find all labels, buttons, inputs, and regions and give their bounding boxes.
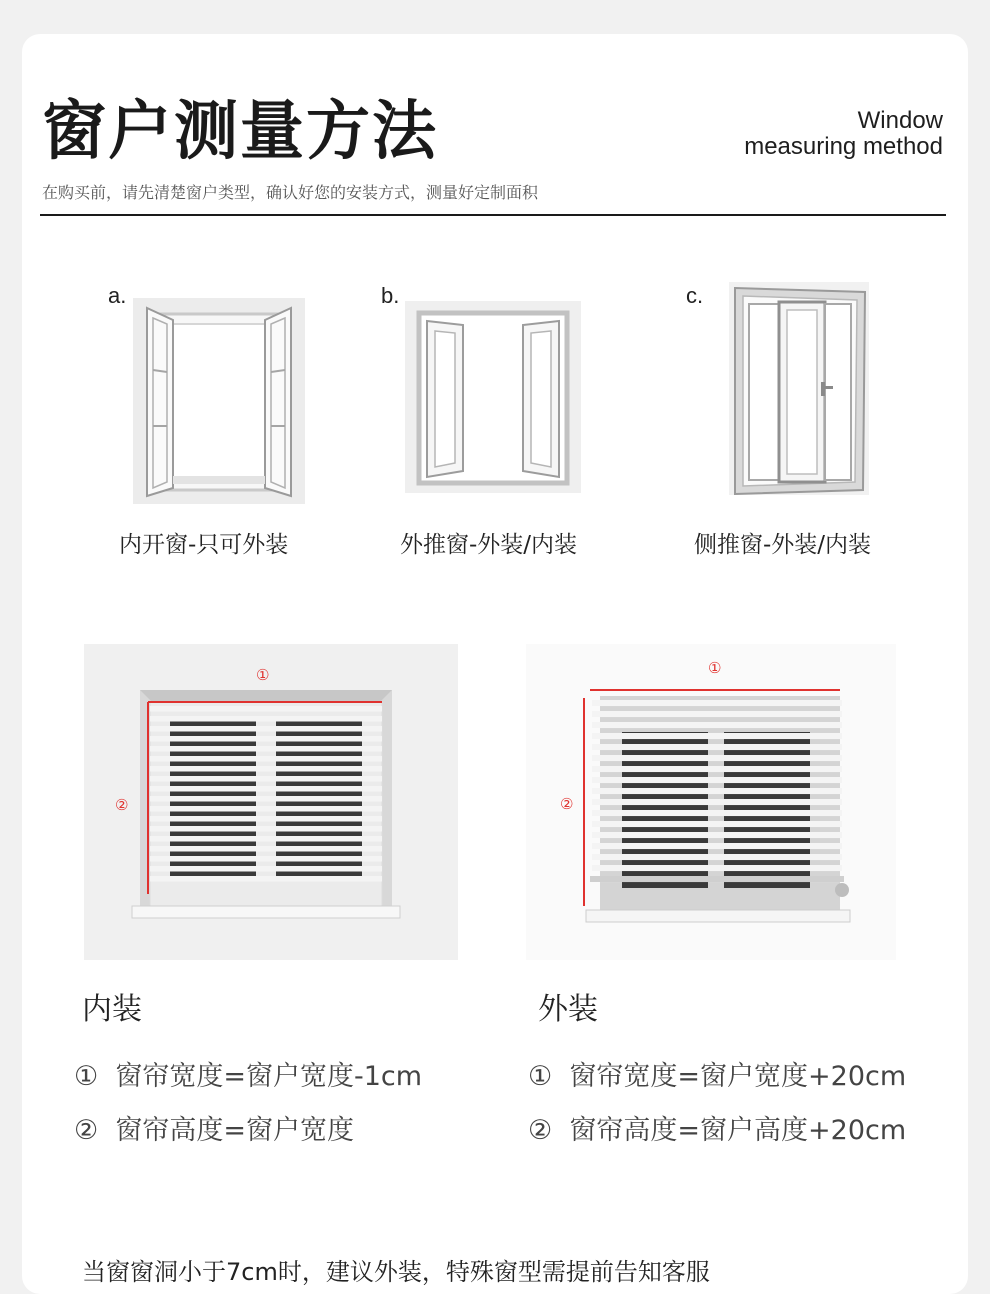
inside-formula-height xyxy=(74,1108,354,1147)
header-divider xyxy=(40,214,946,216)
formula-number: ① xyxy=(528,1061,553,1092)
outside-mount-diagram xyxy=(526,644,896,960)
formula-number: ① xyxy=(74,1061,99,1092)
window-type-a-caption: 内开窗-只可外装 xyxy=(119,532,289,558)
footer-note: 当窗窗洞小于7cm时，建议外装，特殊窗型需提前告知客服 xyxy=(82,1258,710,1286)
formula-text: 窗帘高度=窗户高度+20cm xyxy=(569,1115,907,1146)
outside-mount-blind-slats xyxy=(592,700,842,882)
window-type-c-caption: 侧推窗-外装/内装 xyxy=(694,532,872,558)
outside-mount-height-marker: ② xyxy=(560,795,574,813)
window-type-b-caption: 外推窗-外装/内装 xyxy=(400,532,578,558)
page-title: 窗户测量方法 xyxy=(42,95,438,169)
formula-number: ② xyxy=(74,1115,99,1146)
inside-mount-label: 内装 xyxy=(82,992,142,1027)
window-type-c-letter: c. xyxy=(686,283,704,308)
outside-mount-width-marker: ① xyxy=(708,659,722,677)
page-subtitle: 在购买前，请先清楚窗户类型，确认好您的安装方式，测量好定制面积 xyxy=(42,183,539,202)
english-title-line1: Window xyxy=(857,107,943,134)
inside-mount-diagram xyxy=(84,644,458,960)
inward-open-window-icon xyxy=(133,298,305,504)
formula-text: 窗帘高度=窗户宽度 xyxy=(115,1115,355,1146)
inside-mount-height-marker: ② xyxy=(115,796,129,814)
outside-formula-width xyxy=(528,1054,906,1093)
window-type-a-letter: a. xyxy=(108,283,127,308)
formula-number: ② xyxy=(528,1115,553,1146)
english-title-line2: measuring method xyxy=(744,133,943,160)
inside-mount-width-marker: ① xyxy=(256,666,270,684)
inside-formula-width xyxy=(74,1054,422,1093)
formula-text: 窗帘宽度=窗户宽度+20cm xyxy=(569,1061,907,1092)
sliding-window-icon xyxy=(729,282,869,495)
english-title xyxy=(744,108,943,160)
window-type-b-letter: b. xyxy=(381,283,400,308)
outward-push-window-icon xyxy=(405,301,581,493)
outside-mount-label: 外装 xyxy=(538,992,598,1027)
outside-formula-height xyxy=(528,1108,906,1147)
formula-text: 窗帘宽度=窗户宽度-1cm xyxy=(115,1061,423,1092)
